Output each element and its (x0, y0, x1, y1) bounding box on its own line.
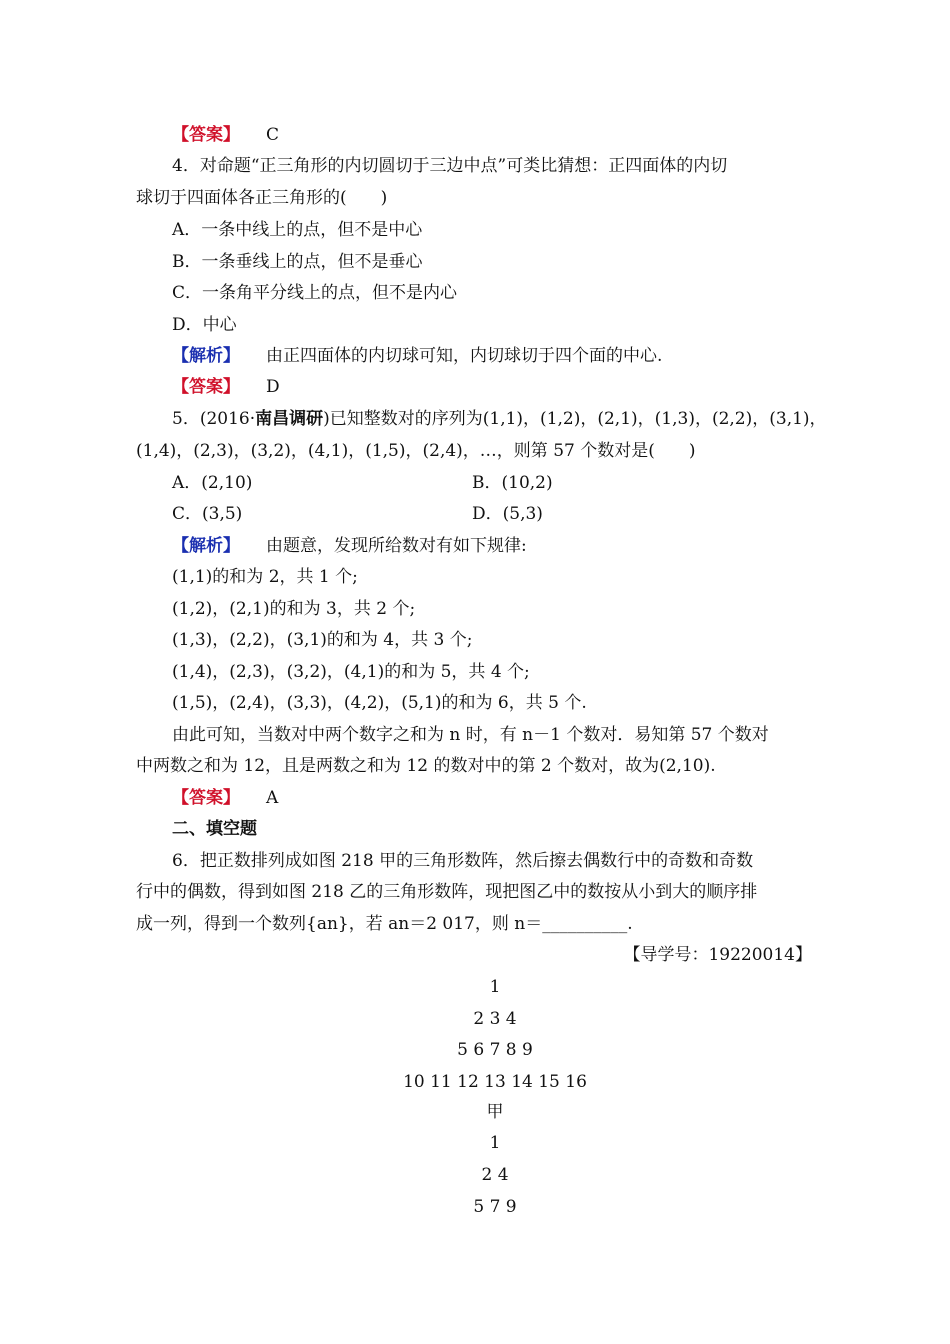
answer-value: A (266, 788, 279, 808)
q4-stem-line-1: 4．对命题“正三角形的内切圆切于三边中点”可类比猜想：正四面体的内切 (172, 156, 728, 176)
q4-option-c: C．一条角平分线上的点，但不是内心 (172, 283, 458, 303)
analysis-text: 由题意，发现所给数对有如下规律: (266, 536, 527, 556)
q6-stem-line-2: 行中的偶数，得到如图 218 乙的三角形数阵，现把图乙中的数按从小到大的顺序排 (136, 882, 758, 902)
q5-conclusion-line-2: 中两数之和为 12，且是两数之和为 12 的数对中的第 2 个数对，故为(2,10). (136, 756, 716, 776)
analysis-tag: 【解析】 (172, 346, 240, 366)
triangle-yi-row-3: 5 7 9 (473, 1197, 517, 1217)
analysis-text: 由正四面体的内切球可知，内切球切于四个面的中心. (266, 346, 663, 366)
q5-stem-line-2: (1,4)，(2,3)，(3,2)，(4,1)，(1,5)，(2,4)，…，则第 57 个数对是( ) (136, 441, 696, 461)
q6-stem-line-3: 成一列，得到一个数列{an}，若 an＝2 017，则 n＝__________. (136, 914, 633, 934)
section-title: 二、填空题 (172, 819, 257, 839)
triangle-jia-row-3: 5 6 7 8 9 (457, 1040, 533, 1060)
q5-rule-5: (1,5)，(2,4)，(3,3)，(4,2)，(5,1)的和为 6，共 5 个. (172, 693, 587, 713)
q5-option-c: C．(3,5) (172, 504, 243, 524)
answer-tag: 【答案】 (172, 125, 240, 145)
answer-tag: 【答案】 (172, 377, 240, 397)
q5-stem-prefix: 5．(2016· (172, 409, 256, 429)
analysis-tag: 【解析】 (172, 536, 240, 556)
answer-tag: 【答案】 (172, 788, 240, 808)
triangle-yi-row-2: 2 4 (481, 1165, 509, 1185)
q5-stem-line-1 (172, 408, 852, 430)
q5-rule-4: (1,4)，(2,3)，(3,2)，(4,1)的和为 5，共 4 个; (172, 662, 530, 682)
q5-option-a: A．(2,10) (172, 473, 253, 493)
q4-option-d: D．中心 (172, 315, 237, 335)
q4-stem-line-2: 球切于四面体各正三角形的( ) (136, 188, 388, 208)
triangle-yi-row-1: 1 (489, 1133, 501, 1153)
triangle-jia-label: 甲 (486, 1102, 504, 1122)
q5-option-d: D．(5,3) (472, 504, 543, 524)
q5-answer-line (172, 787, 852, 809)
guide-number: 【导学号：19220014】 (623, 945, 812, 965)
q6-stem-line-1: 6．把正数排列成如图 218 甲的三角形数阵，然后擦去偶数行中的奇数和奇数 (172, 851, 754, 871)
triangle-jia-row-1: 1 (489, 977, 501, 997)
q4-analysis-line (172, 345, 852, 367)
q5-rule-3: (1,3)，(2,2)，(3,1)的和为 4，共 3 个; (172, 630, 473, 650)
answer-value: C (266, 125, 280, 145)
q5-option-b: B．(10,2) (472, 473, 553, 493)
q5-conclusion-line-1: 由此可知，当数对中两个数字之和为 n 时，有 n－1 个数对．易知第 57 个数对 (172, 725, 769, 745)
q4-option-b: B．一条垂线上的点，但不是垂心 (172, 252, 423, 272)
triangle-jia-row-2: 2 3 4 (473, 1009, 517, 1029)
triangle-jia-row-4: 10 11 12 13 14 15 16 (403, 1072, 587, 1092)
q5-analysis-line (172, 535, 852, 557)
q4-option-a: A．一条中线上的点，但不是中心 (172, 220, 423, 240)
q5-stem-rest: )已知整数对的序列为(1,1)，(1,2)，(2,1)，(1,3)，(2,2)，(3,1)， (323, 409, 827, 429)
q4-answer-line (172, 376, 852, 398)
q5-options-row-1 (172, 472, 852, 494)
answer-value: D (266, 377, 280, 397)
q3-answer-line (172, 124, 852, 146)
q5-rule-2: (1,2)，(2,1)的和为 3，共 2 个; (172, 599, 416, 619)
q5-stem-source: 南昌调研 (255, 409, 324, 429)
q5-rule-1: (1,1)的和为 2，共 1 个; (172, 567, 358, 587)
q5-options-row-2 (172, 503, 852, 525)
